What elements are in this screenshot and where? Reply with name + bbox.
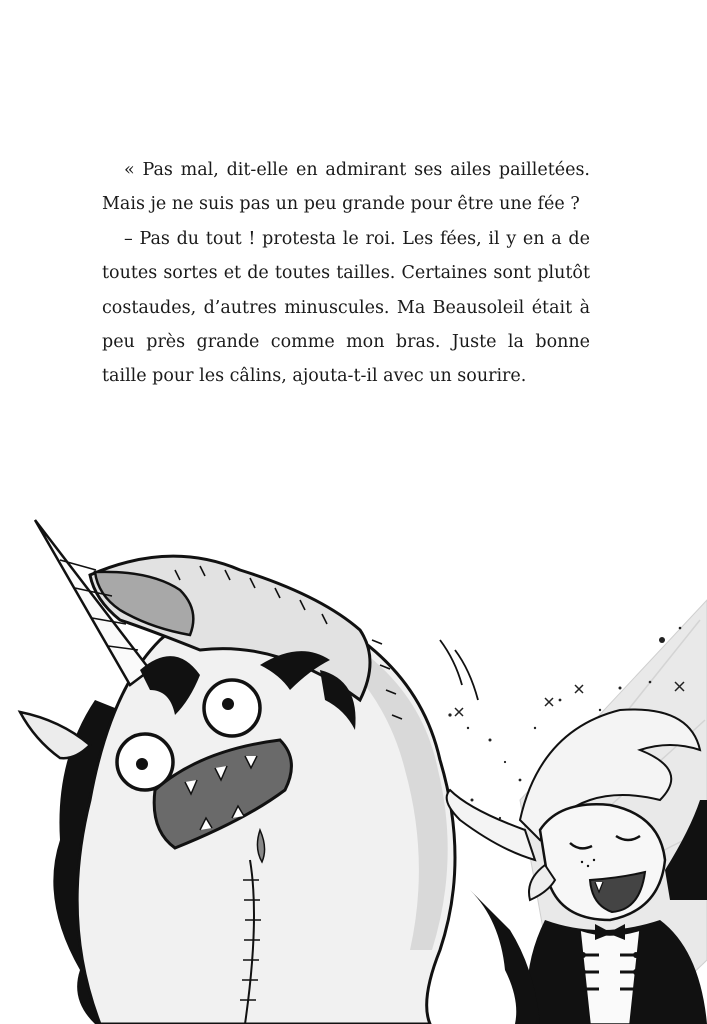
story-text (102, 153, 590, 394)
paragraph-2: – Pas du tout ! protesta le roi. Les fées, il y en a de toutes sortes et de toutes tailles. Certaines sont plutôt costaudes, d’autres minuscules. Ma Beausoleil était à peu près grande comme mon bras. Juste la bonne taille pour les câlins, ajouta-t-il avec un sourire. (102, 228, 590, 387)
unicorn-monster (20, 520, 478, 1024)
paragraph-1: « Pas mal, dit-elle en admirant ses ailes pailletées. Mais je ne suis pas un peu grande pour être une fée ? (102, 160, 590, 215)
illustration (0, 500, 707, 1024)
